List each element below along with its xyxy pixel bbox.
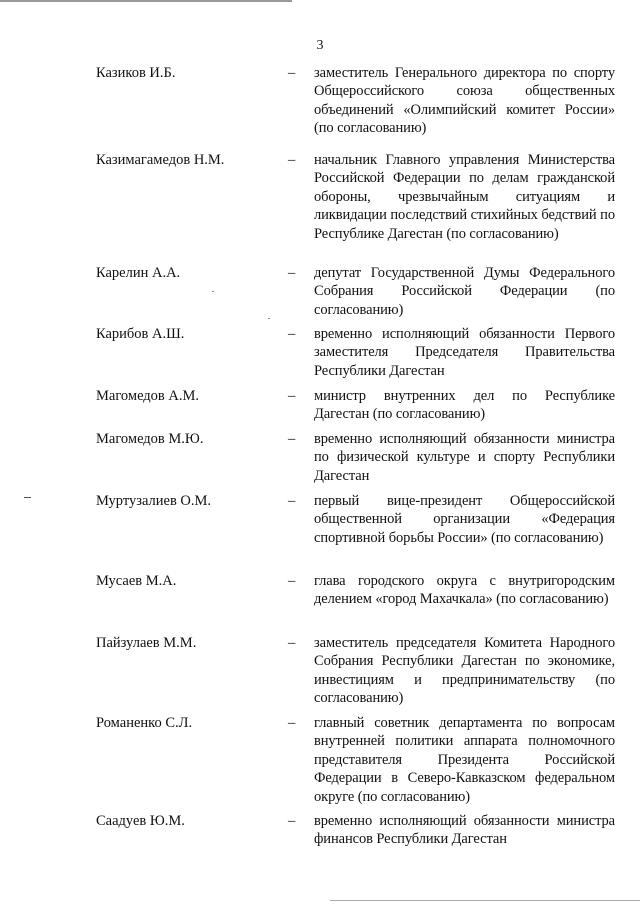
member-name: Магомедов М.Ю. — [96, 431, 204, 447]
member-name: Муртузалиев О.М. — [96, 493, 212, 509]
member-name: Казиков И.Б. — [96, 65, 176, 81]
member-name: Романенко С.Л. — [96, 715, 193, 731]
dash-separator: – — [288, 573, 296, 589]
member-position: временно исполняющий обязанности Первого заместителя Председателя Правительства Республики Дагестан — [314, 326, 615, 379]
member-position: заместитель председателя Комитета Народного Собрания Республики Дагестан по экономике, инвестициям и предпринимательству (по согласованию) — [314, 635, 615, 707]
member-name: Казимагамедов Н.М. — [96, 152, 225, 168]
dash-separator: – — [288, 326, 296, 342]
member-position: депутат Государственной Думы Федерального Собрания Российской Федерации (по согласованию) — [314, 265, 615, 318]
dash-separator: – — [288, 431, 296, 447]
scan-speck — [212, 291, 214, 292]
dash-separator: – — [288, 388, 296, 404]
page-number: 3 — [316, 38, 324, 53]
member-position: главный советник департамента по вопросам внутренней политики аппарата полномочного представителя Президента Российской Федерации в Северо-Кавказском федеральном округе (по согласованию) — [314, 715, 615, 805]
dash-separator: – — [288, 715, 296, 731]
member-position: глава городского округа с внутригородским делением «город Махачкала» (по согласованию) — [314, 573, 615, 608]
dash-separator: – — [288, 265, 296, 281]
member-name: Карибов А.Ш. — [96, 326, 185, 342]
member-position: временно исполняющий обязанности министра финансов Республики Дагестан — [314, 813, 615, 848]
bottom-scan-rule — [330, 900, 640, 901]
member-position: министр внутренних дел по Республике Дагестан (по согласованию) — [314, 388, 615, 423]
dash-separator: – — [288, 813, 296, 829]
member-name: Карелин А.А. — [96, 265, 181, 281]
member-position: первый вице-президент Общероссийской общественной организации «Федерация спортивной борьбы России» (по согласованию) — [314, 493, 615, 546]
member-name: Саадуев Ю.М. — [96, 813, 185, 829]
member-position: временно исполняющий обязанности министра по физической культуре и спорту Республики Дагестан — [314, 431, 615, 484]
dash-separator: – — [288, 493, 296, 509]
member-position: заместитель Генерального директора по спорту Общероссийского союза общественных объединений «Олимпийский комитет России» (по согласованию) — [314, 65, 615, 137]
member-name: Магомедов А.М. — [96, 388, 200, 404]
member-name: Мусаев М.А. — [96, 573, 177, 589]
member-position: начальник Главного управления Министерства Российской Федерации по делам гражданской обороны, чрезвычайным ситуациям и ликвидации последствий стихийных бедствий по Республике Дагестан (по согласованию) — [314, 152, 615, 242]
scan-speck — [268, 318, 270, 319]
scan-margin-mark — [24, 497, 31, 498]
member-name: Пайзулаев М.М. — [96, 635, 197, 651]
dash-separator: – — [288, 152, 296, 168]
dash-separator: – — [288, 635, 296, 651]
dash-separator: – — [288, 65, 296, 81]
